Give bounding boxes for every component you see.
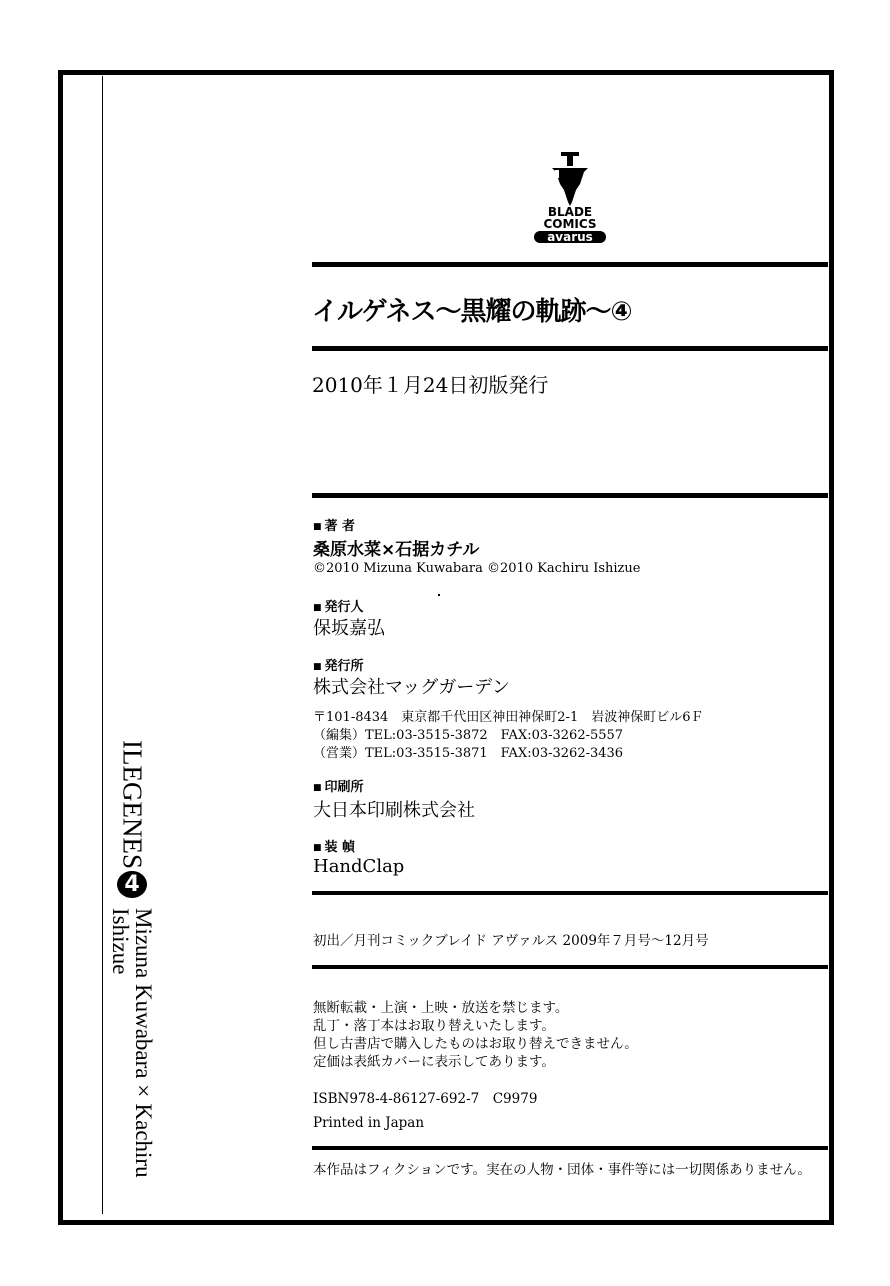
publisher-logo bbox=[520, 150, 620, 243]
book-title: イルゲネス～黒耀の軌跡～④ bbox=[312, 297, 632, 327]
rule-above-first-appearance bbox=[312, 891, 828, 895]
first-appearance: 初出／月刊コミックブレイド アヴァルス 2009年７月号～12月号 bbox=[313, 933, 709, 949]
fiction-disclaimer: 本作品はフィクションです。実在の人物・団体・事件等には一切関係ありません。 bbox=[313, 1162, 811, 1178]
logo-line-3: avarus bbox=[534, 231, 606, 243]
blade-logo-icon bbox=[550, 150, 590, 206]
rule-above-notices bbox=[312, 965, 828, 969]
printed-in: Printed in Japan bbox=[313, 1115, 425, 1131]
isbn: ISBN978-4-86127-692-7 C9979 bbox=[313, 1091, 538, 1107]
logo-line-2: COMICS bbox=[543, 217, 597, 231]
notice-line-4: 定価は表紙カバーに表示してあります。 bbox=[313, 1054, 555, 1070]
speck bbox=[438, 594, 440, 596]
design-label: ■ 装 幀 bbox=[313, 836, 355, 855]
spine bbox=[108, 740, 156, 1220]
notice-line-2: 乱丁・落丁本はお取り替えいたします。 bbox=[313, 1018, 555, 1034]
volume-number-badge: 4 bbox=[117, 871, 147, 898]
spine-title: ILEGENES bbox=[117, 740, 148, 869]
copyright-line: ©2010 Mizuna Kuwabara ©2010 Kachiru Ishizue bbox=[313, 561, 641, 576]
author-label: ■ 著 者 bbox=[313, 515, 355, 534]
spine-authors: Mizuna Kuwabara×Kachiru Ishizue bbox=[108, 908, 156, 1178]
first-edition-date: 2010年１月24日初版発行 bbox=[312, 373, 549, 397]
author-names: 桑原水菜×石据カチル bbox=[313, 540, 480, 560]
printer-label: ■ 印刷所 bbox=[313, 776, 364, 795]
designer-name: HandClap bbox=[313, 856, 405, 877]
rule-above-credits bbox=[312, 493, 828, 498]
rule-above-title bbox=[312, 262, 828, 267]
publisher-address: 〒101-8434 東京都千代田区神田神保町2-1 岩波神保町ビル6Ｆ bbox=[313, 710, 704, 725]
logo-line-1: BLADE bbox=[547, 205, 593, 219]
rule-below-title bbox=[312, 346, 828, 351]
notice-line-1: 無断転載・上演・上映・放送を禁じます。 bbox=[313, 1000, 569, 1016]
rule-above-disclaimer bbox=[312, 1146, 828, 1150]
editorial-contact: （編集）TEL:03-3515-3872 FAX:03-3262-5557 bbox=[313, 728, 624, 743]
publisher-person: 保坂嘉弘 bbox=[313, 618, 385, 639]
spine-divider bbox=[102, 76, 103, 1214]
notice-line-3: 但し古書店で購入したものはお取り替えできません。 bbox=[313, 1036, 638, 1052]
printer-name: 大日本印刷株式会社 bbox=[313, 800, 475, 821]
publisher-name: 株式会社マッグガーデン bbox=[313, 677, 510, 698]
sales-contact: （営業）TEL:03-3515-3871 FAX:03-3262-3436 bbox=[313, 746, 624, 761]
publisher-person-label: ■ 発行人 bbox=[313, 596, 364, 615]
publisher-label: ■ 発行所 bbox=[313, 655, 364, 674]
